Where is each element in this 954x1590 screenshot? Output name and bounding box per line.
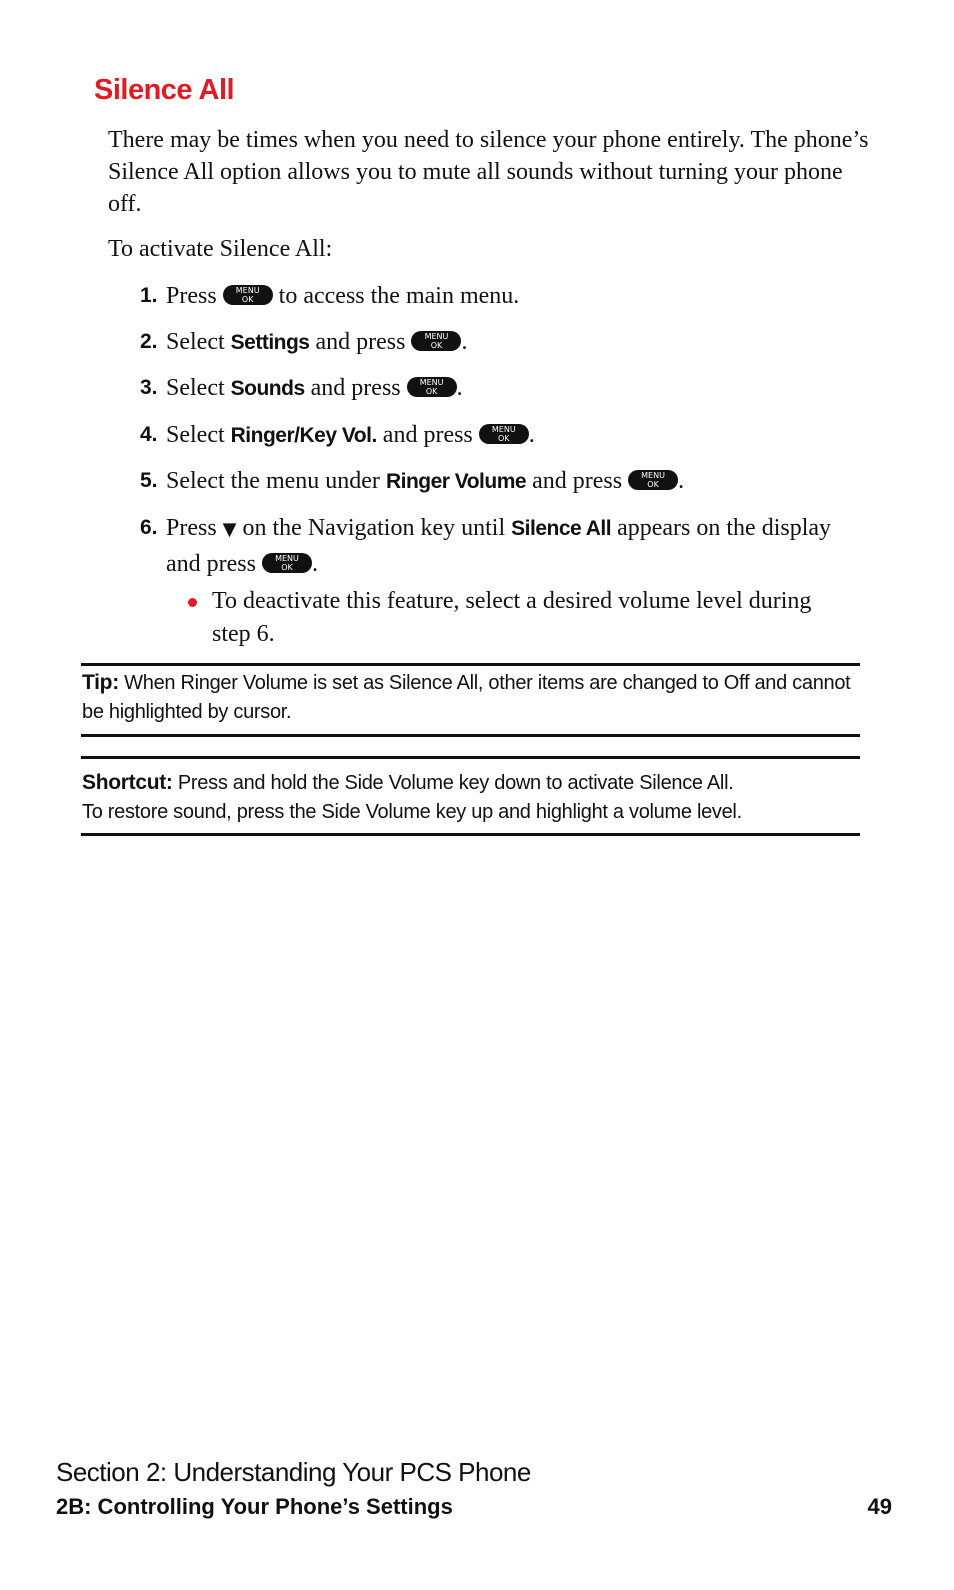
tip-bottom-rule (81, 734, 860, 737)
tip-label: Tip: (82, 671, 119, 694)
tip-note (82, 668, 862, 727)
step-text: Select (166, 422, 225, 448)
page-number: 49 (867, 1494, 892, 1519)
shortcut-top-rule (81, 756, 860, 759)
menu-ok-key-icon: MENU OK (479, 424, 529, 444)
step-text: appears on the display and press (166, 515, 832, 577)
shortcut-label: Shortcut: (82, 771, 173, 794)
step-text: and press (315, 329, 406, 355)
step-text: Press (166, 515, 217, 541)
step-number: 3. (140, 376, 158, 399)
step-2: 2. Select Settings and press MENU OK . (140, 325, 860, 360)
step-text: and press (310, 375, 401, 401)
step-text: and press (532, 468, 623, 494)
step-text: Press (166, 283, 217, 309)
step-text: to access the main menu. (278, 283, 520, 309)
down-arrow-icon: ▼ (222, 519, 237, 540)
step-number: 4. (140, 423, 158, 446)
step-1 (140, 279, 860, 313)
activate-label: To activate Silence All: (108, 236, 333, 262)
menu-ok-key-icon: MENU OK (628, 470, 678, 490)
step-text: and press (382, 422, 473, 448)
shortcut-bottom-rule (81, 833, 860, 836)
footer-section-title: Section 2: Understanding Your PCS Phone (56, 1457, 531, 1487)
shortcut-note (82, 768, 862, 827)
step-number: 6. (140, 516, 158, 539)
menu-keyword: Sounds (230, 377, 305, 400)
menu-ok-key-icon: MENU OK (223, 285, 273, 305)
menu-keyword: Ringer/Key Vol. (230, 424, 377, 447)
step-number: 5. (140, 469, 158, 492)
bullet-dot-icon (188, 598, 197, 607)
menu-ok-key-icon: MENU OK (407, 377, 457, 397)
step-4: 4. Select Ringer/Key Vol. and press MENU OK . (140, 418, 860, 453)
shortcut-line-1: Press and hold the Side Volume key down to activate Silence All. (177, 772, 734, 794)
step-6: 6. Press ▼ on the Navigation key until Silence All appears on the display and press MENU OK . (140, 511, 860, 581)
menu-keyword: Silence All (511, 517, 612, 540)
menu-keyword: Ringer Volume (385, 470, 527, 493)
menu-ok-key-icon: MENU OK (411, 331, 461, 351)
step-3: 3. Select Sounds and press MENU OK . (140, 371, 860, 406)
tip-top-rule (81, 663, 860, 666)
shortcut-line-2: To restore sound, press the Side Volume key up and highlight a volume level. (82, 801, 742, 823)
intro-paragraph: There may be times when you need to silence your phone entirely. The phone’s Silence All option allows you to mute all sounds without turning your phone off. (108, 127, 869, 217)
step-text: Select (166, 329, 225, 355)
step-text: on the Navigation key until (242, 515, 506, 541)
step-5: 5. Select the menu under Ringer Volume and press MENU OK . (140, 464, 860, 499)
menu-keyword: Settings (230, 331, 310, 354)
section-heading: Silence All (94, 74, 235, 106)
step-text: Select (166, 375, 225, 401)
menu-ok-key-icon: MENU OK (262, 553, 312, 573)
step-number: 1. (140, 284, 158, 307)
tip-text: When Ringer Volume is set as Silence All, other items are changed to Off and cannot be highlighted by cursor. (82, 672, 851, 723)
bullet-item (188, 585, 828, 651)
step-text: Select the menu under (166, 468, 380, 494)
footer-chapter-title: 2B: Controlling Your Phone’s Settings (56, 1494, 453, 1519)
step-number: 2. (140, 330, 158, 353)
bullet-text: To deactivate this feature, select a desired volume level during step 6. (212, 588, 812, 647)
